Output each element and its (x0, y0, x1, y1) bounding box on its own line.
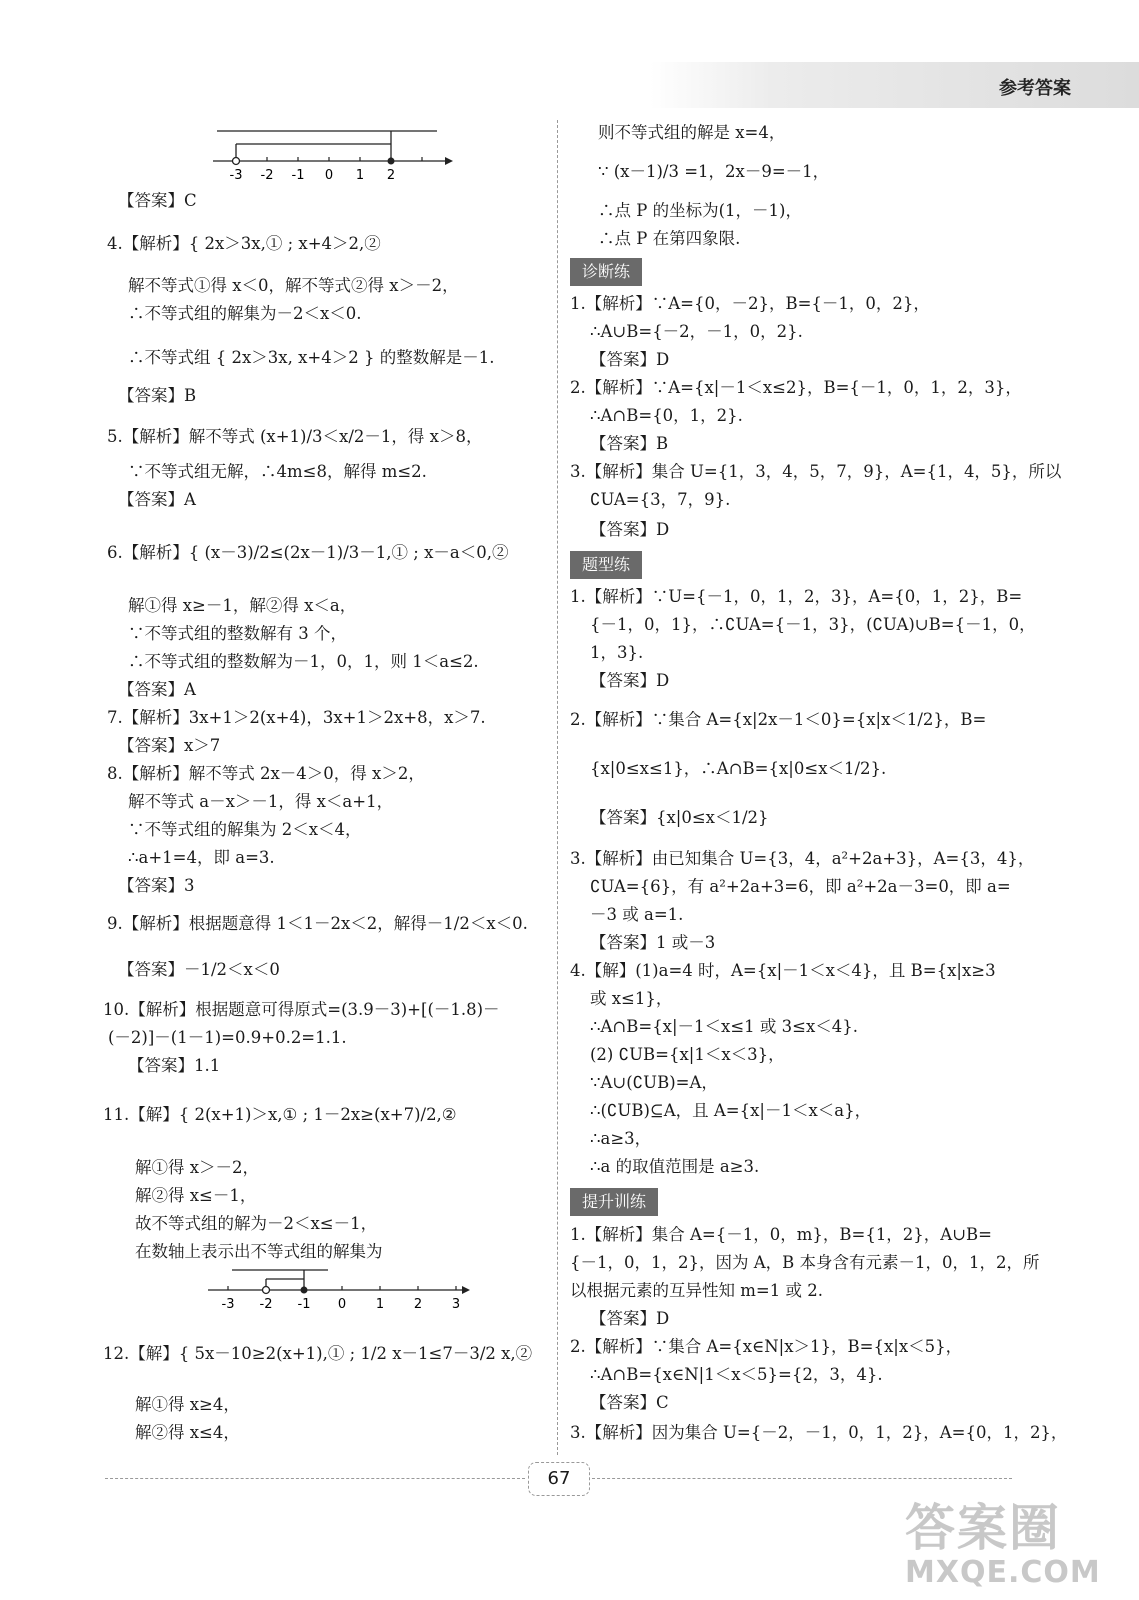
solution-line: 解不等式①得 x＜0，解不等式②得 x＞－2， (128, 276, 459, 295)
answer-line: 【答案】{x|0≤x＜1/2} (590, 808, 769, 827)
page-number: 67 (528, 1462, 590, 1496)
analysis-line: 1.【解析】集合 A={－1，0，m}，B={1，2}，A∪B= (570, 1225, 992, 1244)
solution-line: {－1，0，1，2}，因为 A，B 本身含有元素－1，0，1，2，所 (570, 1253, 1040, 1272)
axis-tick-label: 1 (375, 1297, 385, 1312)
analysis-line: 5.【解析】解不等式 (x+1)/3＜x/2－1，得 x＞8， (107, 427, 483, 446)
solution-line: 解②得 x≤4， (135, 1423, 240, 1442)
solution-line: 解①得 x≥4， (135, 1395, 240, 1414)
solution-line: ∁UA={3，7，9}. (590, 490, 731, 509)
solution-line: (2) ∁UB={x|1＜x＜3}， (590, 1045, 785, 1064)
solution-line: ∵不等式组无解，∴4m≤8，解得 m≤2. (128, 462, 427, 481)
answer-line: 【答案】1.1 (128, 1056, 221, 1075)
answer-line: 【答案】－1/2＜x＜0 (118, 960, 280, 979)
solution-line: 解②得 x≤－1， (135, 1186, 257, 1205)
answer-line: 【答案】D (590, 520, 670, 539)
analysis-line: 3.【解析】因为集合 U={－2，－1，0，1，2}，A={0，1，2}， (570, 1423, 1068, 1442)
analysis-line: 1.【解析】∵U={－1，0，1，2，3}，A={0，1，2}，B= (570, 587, 1023, 606)
answer-line: 【答案】D (590, 671, 670, 690)
number-line-diagram-1 (205, 126, 465, 184)
answer-line: 【答案】x＞7 (118, 736, 221, 755)
analysis-line: 2.【解析】∵集合 A={x|2x－1＜0}={x|x＜1/2}，B= (570, 710, 987, 729)
axis-tick-label: -2 (259, 1297, 273, 1312)
section-tag-diagnosis: 诊断练 (570, 258, 642, 286)
analysis-line: 4.【解析】{ 2x＞3x,① ; x+4＞2,② (107, 234, 381, 253)
answer-line: 【答案】1 或－3 (590, 933, 716, 952)
solution-line: ∴A∪B={－2，－1，0，2}. (590, 322, 803, 341)
axis-tick-label: 1 (355, 168, 365, 183)
solution-line: ∴A∩B={x|－1＜x≤1 或 3≤x＜4}. (590, 1017, 859, 1036)
analysis-line: 10.【解析】根据题意可得原式=(3.9－3)+[(－1.8)－ (103, 1000, 500, 1019)
solution-line: ∴点 P 的坐标为(1，－1)， (598, 201, 802, 220)
analysis-line: 11.【解】{ 2(x+1)＞x,① ; 1－2x≥(x+7)/2,② (103, 1105, 457, 1124)
solution-line: {x|0≤x≤1}，∴A∩B={x|0≤x＜1/2}. (590, 759, 887, 778)
axis-tick-label: 0 (337, 1297, 347, 1312)
solution-line: 解不等式 a－x＞－1，得 x＜a+1， (128, 792, 394, 811)
solution-line: ∴不等式组 { 2x＞3x, x+4＞2 } 的整数解是－1. (128, 348, 495, 367)
analysis-line: 4.【解】(1)a=4 时，A={x|－1＜x＜4}，且 B={x|x≥3 (570, 961, 996, 980)
analysis-line: 3.【解析】由已知集合 U={3，4，a²+2a+3}，A={3，4}， (570, 849, 1035, 868)
section-tag-advanced: 提升训练 (570, 1188, 658, 1216)
axis-tick-label: -3 (229, 168, 243, 183)
solution-line: 解①得 x＞－2， (135, 1158, 260, 1177)
analysis-line: 9.【解析】根据题意得 1＜1－2x＜2，解得－1/2＜x＜0. (107, 914, 528, 933)
answer-line: 【答案】D (590, 350, 670, 369)
number-line-diagram-2 (200, 1262, 480, 1314)
axis-tick-label: 2 (386, 168, 396, 183)
solution-line: ∴不等式组的解集为－2＜x＜0. (128, 304, 362, 323)
solution-line: ∵A∪(∁UB)=A， (590, 1073, 718, 1092)
analysis-line: 6.【解析】{ (x－3)/2≤(2x－1)/3－1,① ; x－a＜0,② (107, 543, 509, 562)
page-header-title: 参考答案 (999, 78, 1071, 99)
answer-line: 【答案】A (118, 490, 196, 509)
analysis-line: 1.【解析】∵A={0，－2}，B={－1，0，2}， (570, 294, 930, 313)
solution-line: ∴a+1=4，即 a=3. (128, 848, 275, 867)
watermark-text: 答案圈 (905, 1499, 1061, 1557)
solution-line: －3 或 a=1. (590, 905, 684, 924)
solution-line: ∴A∩B={0，1，2}. (590, 406, 743, 425)
solution-line: 故不等式组的解为－2＜x≤－1， (135, 1214, 378, 1233)
solution-line: 解①得 x≥－1，解②得 x＜a， (128, 596, 357, 615)
answer-line: 【答案】B (590, 434, 669, 453)
axis-tick-label: -1 (297, 1297, 311, 1312)
analysis-line: 7.【解析】3x+1＞2(x+4)，3x+1＞2x+8，x＞7. (107, 708, 486, 727)
analysis-line: 12.【解】{ 5x－10≥2(x+1),① ; 1/2 x－1≤7－3/2 x,② (103, 1344, 533, 1363)
answer-line: 【答案】A (118, 680, 196, 699)
footer-rule-right (592, 1478, 1012, 1479)
answer-line: 【答案】B (118, 386, 197, 405)
solution-line: 或 x≤1}， (590, 989, 673, 1008)
answer-line: 【答案】C (118, 191, 197, 210)
axis-tick-label: -2 (260, 168, 274, 183)
solution-line: ∁UA={6}，有 a²+2a+3=6，即 a²+2a－3=0，即 a= (590, 877, 1011, 896)
answer-line: 【答案】C (590, 1393, 669, 1412)
solution-line: ∵不等式组的解集为 2＜x＜4， (128, 820, 362, 839)
solution-line: 1，3}. (590, 643, 644, 662)
watermark-url: MXQE.COM (905, 1555, 1101, 1590)
solution-line: {－1，0，1}，∴∁UA={－1，3}，(∁UA)∪B={－1，0， (590, 615, 1036, 634)
solution-line: 则不等式组的解是 x=4， (598, 123, 786, 142)
solution-line: ∴点 P 在第四象限. (598, 229, 741, 248)
analysis-line: 2.【解析】∵集合 A={x∈N|x＞1}，B={x|x＜5}， (570, 1337, 963, 1356)
axis-tick-label: 2 (413, 1297, 423, 1312)
watermark-logo (905, 1500, 1101, 1590)
solution-line: ∵ (x－1)/3 =1，2x－9=－1， (598, 162, 830, 181)
solution-line: ∴a≥3， (590, 1129, 652, 1148)
analysis-line: 8.【解析】解不等式 2x－4＞0，得 x＞2， (107, 764, 425, 783)
analysis-line: 2.【解析】∵A={x|－1＜x≤2}，B={－1，0，1，2，3}， (570, 378, 1022, 397)
axis-tick-label: 0 (324, 168, 334, 183)
axis-tick-label: -1 (291, 168, 305, 183)
solution-line: 以根据元素的互异性知 m=1 或 2. (570, 1281, 823, 1300)
solution-line: 在数轴上表示出不等式组的解集为 (135, 1242, 383, 1261)
axis-tick-label: -3 (221, 1297, 235, 1312)
analysis-line: 3.【解析】集合 U={1，3，4，5，7，9}，A={1，4，5}，所以 (570, 462, 1062, 481)
solution-line: ∴不等式组的整数解为－1，0，1，则 1＜a≤2. (128, 652, 479, 671)
solution-line: ∴(∁UB)⊆A，且 A={x|－1＜x＜a}， (590, 1101, 872, 1120)
solution-line: ∴A∩B={x∈N|1＜x＜5}={2，3，4}. (590, 1365, 883, 1384)
solution-line: ∴a 的取值范围是 a≥3. (590, 1157, 760, 1176)
axis-tick-label: 3 (451, 1297, 461, 1312)
solution-line: ∵不等式组的整数解有 3 个， (128, 624, 347, 643)
solution-line: (－2)]－(1－1)=0.9+0.2=1.1. (108, 1028, 347, 1047)
footer-rule-left (105, 1478, 525, 1479)
section-tag-question-types: 题型练 (570, 551, 642, 579)
answer-line: 【答案】D (590, 1309, 670, 1328)
column-divider (557, 120, 558, 1455)
answer-line: 【答案】3 (118, 876, 195, 895)
